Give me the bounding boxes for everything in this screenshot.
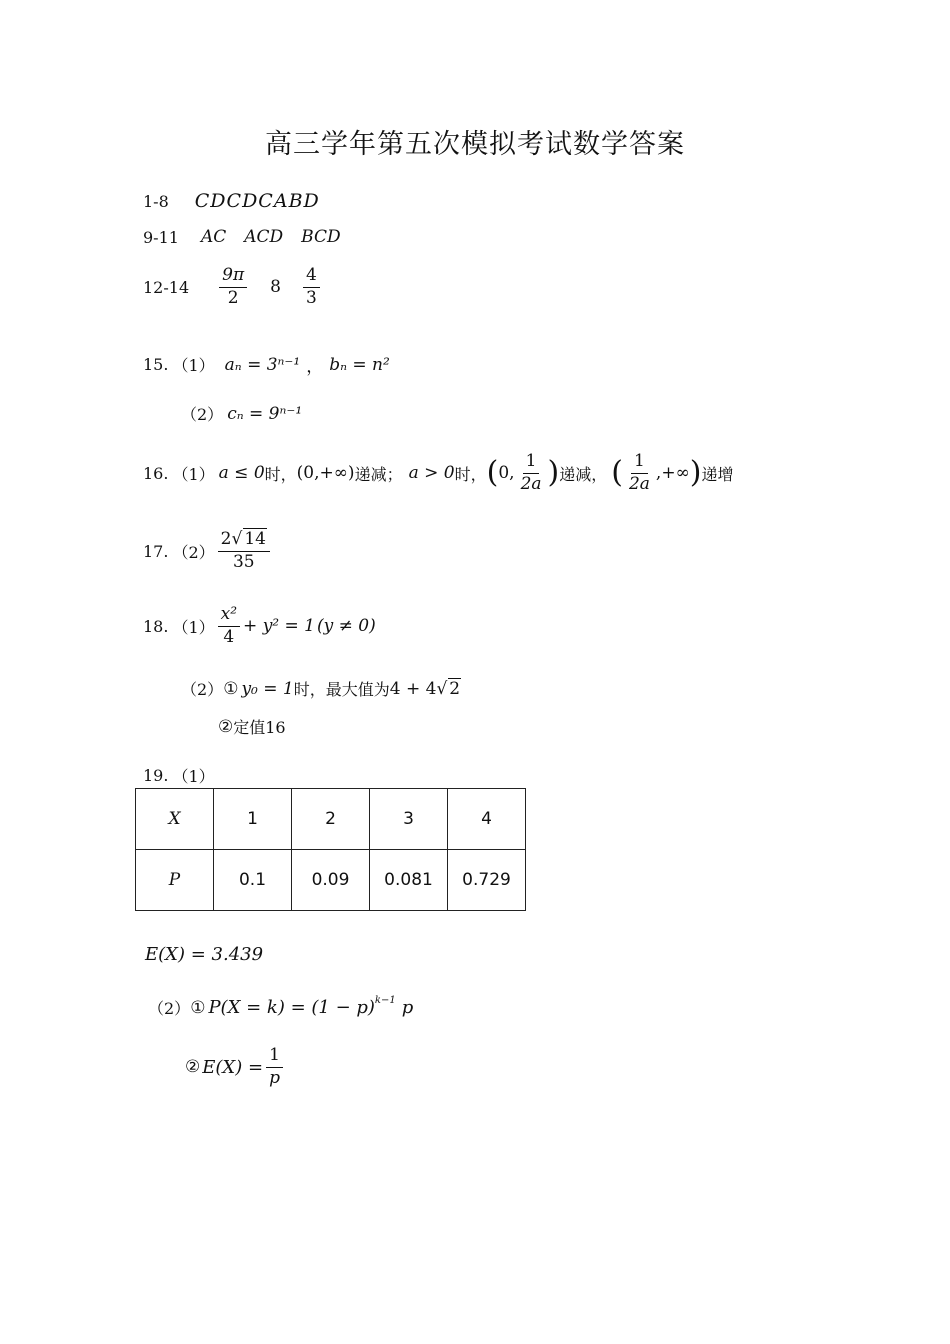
- table-cell: 2: [292, 789, 370, 850]
- answer-row-19-part2: （2） ① P(X = k) = (1 − p) $^{k-1}$ p: [148, 995, 414, 1018]
- table-header-x: X: [136, 789, 214, 850]
- answer-13: 8: [270, 277, 281, 298]
- table-row: [136, 850, 526, 911]
- part-tag: （2）: [181, 405, 224, 424]
- answer-row-1-8: [143, 190, 320, 212]
- table-cell: 1: [214, 789, 292, 850]
- constant-value-text: 定值16: [233, 718, 286, 737]
- interval-3-right: ,+∞: [655, 463, 690, 484]
- table-cell: 0.1: [214, 850, 292, 911]
- question-label: 19.: [143, 766, 169, 785]
- part-tag: （2）: [148, 999, 191, 1018]
- question-label: 12-14: [143, 277, 190, 297]
- case-1: a ≤ 0: [218, 463, 265, 484]
- answer-10: ACD: [244, 227, 284, 247]
- decreasing-label: 递减；: [354, 464, 403, 484]
- decreasing-label-2: 递减，: [559, 464, 608, 484]
- answer-row-9-11: [143, 227, 341, 247]
- interval-2-fraction: $\frac{1}{2a}$: [520, 451, 542, 494]
- table-header-p: P: [136, 850, 214, 911]
- interval-2-left: 0,: [498, 463, 515, 484]
- answer-row-16: 16. （1） a ≤ 0 时， (0,+∞) 递减； a > 0 时， ( 0, $\frac{1}{2a}$ ) 递减， ( $\frac{1}{2a}$ ,+∞ ) 递增: [143, 451, 734, 494]
- ellipse-fraction: $\frac{\text{x²}}{4}$: [218, 605, 240, 647]
- formula-a-n: aₙ = 3ⁿ⁻¹: [224, 354, 301, 375]
- answer-row-18-part2b: ② 定值16: [218, 716, 286, 737]
- question-label: 16.: [143, 463, 169, 483]
- answer-row-15-part1: 15. （1） aₙ = 3ⁿ⁻¹ ， bₙ = n²: [143, 354, 390, 377]
- answer-17-fraction: $\frac{2√ 14}{35}$: [218, 530, 270, 572]
- expectation-fraction: $\frac{1}{p}$: [266, 1046, 283, 1088]
- pmf-formula: P(X = k) = (1 − p): [208, 997, 375, 1018]
- answer-row-18-part1: [143, 605, 376, 647]
- answer-row-18-part2: （2） ① y₀ = 1 时，最大值为 4 + 4 √ 2: [181, 678, 461, 699]
- pmf-tail: p: [401, 997, 414, 1018]
- table-cell: 3: [370, 789, 448, 850]
- answer-text: CDCDCABD: [194, 190, 320, 212]
- part-tag: （1）: [172, 464, 215, 484]
- distribution-table: [135, 788, 526, 911]
- interval-1: (0,+∞): [296, 463, 355, 484]
- question-label: 18.: [143, 616, 169, 636]
- table-row: [136, 789, 526, 850]
- answer-row-12-14: [143, 266, 323, 308]
- table-cell: 0.081: [370, 850, 448, 911]
- expectation-formula: E(X) =: [202, 1056, 264, 1078]
- part-tag: （1）: [172, 617, 215, 637]
- increasing-label: 递增: [701, 464, 734, 484]
- part-tag: （1）: [172, 356, 215, 375]
- formula-c-n: cₙ = 9ⁿ⁻¹: [227, 403, 303, 424]
- y0-condition: y₀ = 1: [241, 678, 294, 699]
- question-label: 17.: [143, 541, 169, 561]
- answer-row-19-part2b: ② E(X) = $\frac{1}{p}$: [185, 1046, 286, 1088]
- answer-9: AC: [200, 227, 227, 247]
- ellipse-rest: + y² = 1: [243, 616, 315, 637]
- part-tag: （2）: [172, 542, 215, 562]
- table-cell: 0.729: [448, 850, 526, 911]
- interval-3-fraction: $\frac{1}{2a}$: [628, 451, 650, 494]
- expectation-value: E(X) = 3.439: [145, 944, 264, 965]
- page-title: 高三学年第五次模拟考试数学答案: [265, 129, 685, 160]
- case-2: a > 0: [408, 463, 455, 484]
- table-cell: 4: [448, 789, 526, 850]
- answer-row-19-part1: [143, 764, 215, 787]
- answer-11: BCD: [301, 227, 341, 247]
- ellipse-condition: (y ≠ 0): [316, 616, 376, 637]
- part-tag: （1）: [172, 767, 215, 786]
- question-label: 1-8: [143, 191, 169, 211]
- question-label: 9-11: [143, 227, 179, 247]
- table-cell: 0.09: [292, 850, 370, 911]
- part-tag: （2）: [181, 680, 224, 699]
- question-label: 15.: [143, 355, 169, 374]
- max-value: 4 + 4: [389, 678, 437, 699]
- formula-b-n: bₙ = n²: [329, 354, 390, 375]
- answer-14-fraction: $\frac{4}{3}$: [303, 266, 320, 308]
- pmf-exponent: k−1: [374, 995, 396, 1006]
- answer-row-15-part2: [181, 402, 302, 425]
- answer-12-fraction: $\frac{9\pi}{2}$: [219, 266, 247, 308]
- answer-row-17: [143, 530, 273, 572]
